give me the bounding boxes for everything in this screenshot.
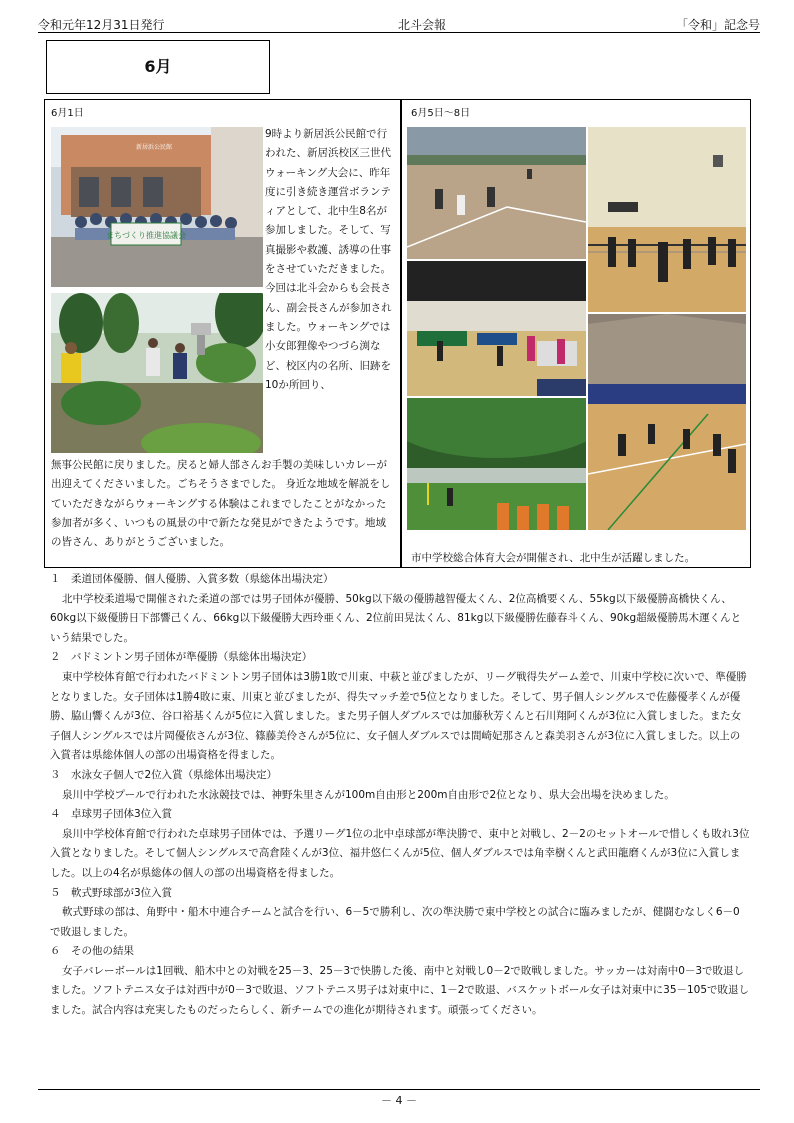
left-side-text: 9時より新居浜公民館で行われた、新居浜校区三世代ウォーキング大会に、昨年度に引き続き運営ボランティアとして、北中生8名が参加しました。そして、写真撮影や救護、誘導の仕事をさせていただきました。今回は北斗会からも会長さん、副会長さんが参加されました。ウォーキングでは小女郎狸像やつづら渕など、校区内の名所、旧跡を10か所回り、 xyxy=(265,128,392,391)
issue-date: 令和元年12月31日発行 xyxy=(38,18,165,32)
left-date: 6月1日 xyxy=(51,108,84,119)
gym-photo xyxy=(588,314,746,530)
section-4-title: ４ 卓球男子団体3位入賞 xyxy=(50,808,173,821)
section-5-body: 軟式野球の部は、角野中・船木中連合チームと試合を行い、6－5で勝利し、次の準決勝で東中学校との試合に臨みましたが、健闘むなしく6－0で敗退しました。 xyxy=(50,906,740,938)
section-4-body: 泉川中学校体育館で行われた卓球男子団体では、予選リーグ1位の北中卓球部が準決勝で、東中と対戦し、2－2のセットオールで惜しくも敗れ3位入賞となりました。そして個人シングルスで高倉陸くんが3位、福井悠仁くんが5位、個人ダブルスでは角幸樹くんと武田龍磨くんが3位に入賞しました。以上の4名が県総体の個人の部の出場資格を得ました。 xyxy=(50,827,750,879)
section-1-body: 北中学校柔道場で開催された柔道の部では男子団体が優勝、50kg以下級の優勝越智優太くん、2位高橋要くん、55kg以下級優勝髙橋快くん、60kg以下級優勝日下部響己くん、66kg以下級優勝大西玲亜くん、2位前田晃汰くん、81kg以下級優勝佐藤春斗くん、90kg超級優勝馬木運くんという結果でした。 xyxy=(50,592,742,644)
page-header xyxy=(38,14,760,33)
section-6-title: ６ その他の結果 xyxy=(50,945,134,958)
month-title: 6月 xyxy=(46,40,270,94)
newsletter-name: 北斗会報 xyxy=(398,18,447,32)
building-photo xyxy=(51,127,263,287)
results-body xyxy=(50,570,750,1021)
soccer-photo xyxy=(407,398,586,530)
volleyball-photo xyxy=(588,127,746,312)
photo-panel xyxy=(44,99,751,568)
right-caption: 市中学校総合体育大会が開催され、北中生が活躍しました。 xyxy=(411,552,696,564)
section-2-title: ２ バドミントン男子団体が準優勝（県総体出場決定） xyxy=(50,651,313,664)
garden-photo xyxy=(51,293,263,453)
issue-label: 「令和」記念号 xyxy=(675,18,760,32)
baseball-photo xyxy=(407,127,586,259)
building-sign: 新居浜公民館 xyxy=(136,144,173,151)
section-3-body: 泉川中学校プールで行われた水泳競技では、神野朱里さんが100m自由形と200m自由形で2位となり、県大会出場を決めました。 xyxy=(62,788,675,801)
section-5-title: ５ 軟式野球部が3位入賞 xyxy=(50,886,173,899)
page-number: － 4 － xyxy=(38,1089,760,1108)
section-1-title: １ 柔道団体優勝、個人優勝、入賞多数（県総体出場決定） xyxy=(50,573,334,585)
right-date: 6月5日～8日 xyxy=(411,108,471,119)
left-bottom-text: 無事公民館に戻りました。戻ると婦人部さんお手製の美味しいカレーが出迎えてくださいました。ごちそうさまでした。 身近な地域を解説をしていただきながらウォーキングする体験はこれまでしたことがなかった参加者が多く、いつもの風景の中で新たな発見ができたようです。地域の皆さん、ありがとうございました。 xyxy=(51,459,391,549)
section-3-title: ３ 水泳女子個人で2位入賞（県総体出場決定） xyxy=(50,768,278,781)
banner-text: まちづくり推進協議会 xyxy=(106,231,186,240)
panel-divider xyxy=(400,100,402,567)
section-2-body: 東中学校体育館で行われたバドミントン男子団体は3勝1敗で川東、中萩と並びましたが、リーグ戦得失ゲーム差で、川東中学校に次いで、準優勝となりました。女子団体は1勝4敗に東、川東と並びましたが、得失マッチ差で5位となりました。そして、男子個人シングルスで佐藤優孝くんが優勝、脇山響くんが3位、谷口裕基くんが5位に入賞しました。また男子個人ダブルスでは加藤秋芳くんと石川翔阿くんが3位に入賞しました。また女子個人シングルスでは片岡優依さんが3位、篠藤美伶さんが5位に、女子個人ダブルスでは間崎妃那さんと森美羽さんが3位に入賞しました。以上の入賞者は県総体個人の部の出場資格を得ました。 xyxy=(50,670,747,762)
tabletennis-photo xyxy=(407,261,586,396)
section-6-body: 女子バレーボールは1回戦、船木中との対戦を25－3、25－3で快勝した後、南中と対戦し0－2で敗戦しました。サッカーは対南中0－3で敗退しました。ソフトテニス女子は対西中が0－3で敗退、ソフトテニス男子は対東中に、1－2で敗退、バスケットボール女子は対東中に35－105で敗退しました。試合内容は充実したものだったらしく、新チームでの進化が期待されます。頑張ってください。 xyxy=(50,964,750,1017)
